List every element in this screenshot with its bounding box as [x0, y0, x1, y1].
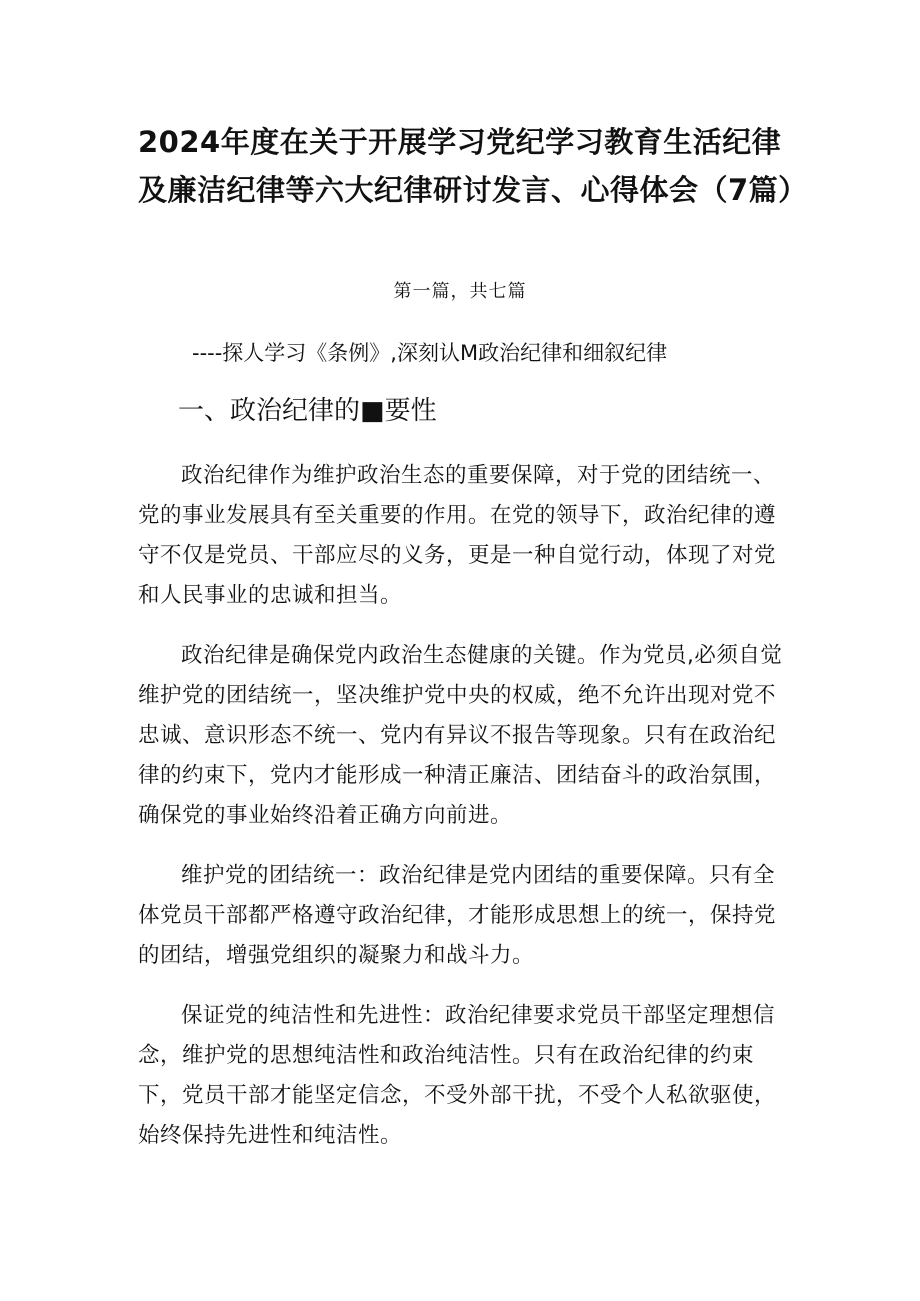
paragraph: 保证党的纯洁性和先进性：政治纪律要求党员干部坚定理想信念，维护党的思想纯洁性和政治纯洁性。只有在政治纪律的约束下，党员干部才能坚定信念，不受外部干扰，不受个人私欲驱使，始终保持先进性和纯洁性。 [138, 1003, 777, 1148]
paragraph: 政治纪律作为维护政治生态的重要保障，对于党的团结统一、党的事业发展具有至关重要的作用。在党的领导下，政治纪律的遵守不仅是党员、干部应尽的义务，更是一种自觉行动，体现了对党和人民事业的忠诚和担当。 [138, 463, 777, 608]
part-label: 第一篇，共七篇 [393, 281, 527, 302]
document-title: 2024年度在关于开展学习党纪学习教育生活纪律及廉洁纪律等六大纪律研讨发言、心得体会（7篇） [138, 125, 808, 207]
document-subtitle: ----探人学习《条例》,深刻认M政治纪律和细叙纪律 [192, 341, 668, 365]
document-body [138, 456, 788, 1176]
section-heading: 一、政治纪律的■要性 [178, 396, 437, 426]
paragraph: 政治纪律是确保党内政治生态健康的关键。作为党员,必须自觉维护党的团结统一，坚决维护党中央的权威，绝不允许出现对党不忠诚、意识形态不统一、党内有异议不报告等现象。只有在政治纪律的约束下，党内才能形成一种清正廉洁、团结奋斗的政治氛围，确保党的事业始终沿着正确方向前进。 [138, 643, 783, 828]
paragraph: 维护党的团结统一：政治纪律是党内团结的重要保障。只有全体党员干部都严格遵守政治纪律，才能形成思想上的统一，保持党的团结，增强党组织的凝聚力和战斗力。 [138, 863, 777, 968]
